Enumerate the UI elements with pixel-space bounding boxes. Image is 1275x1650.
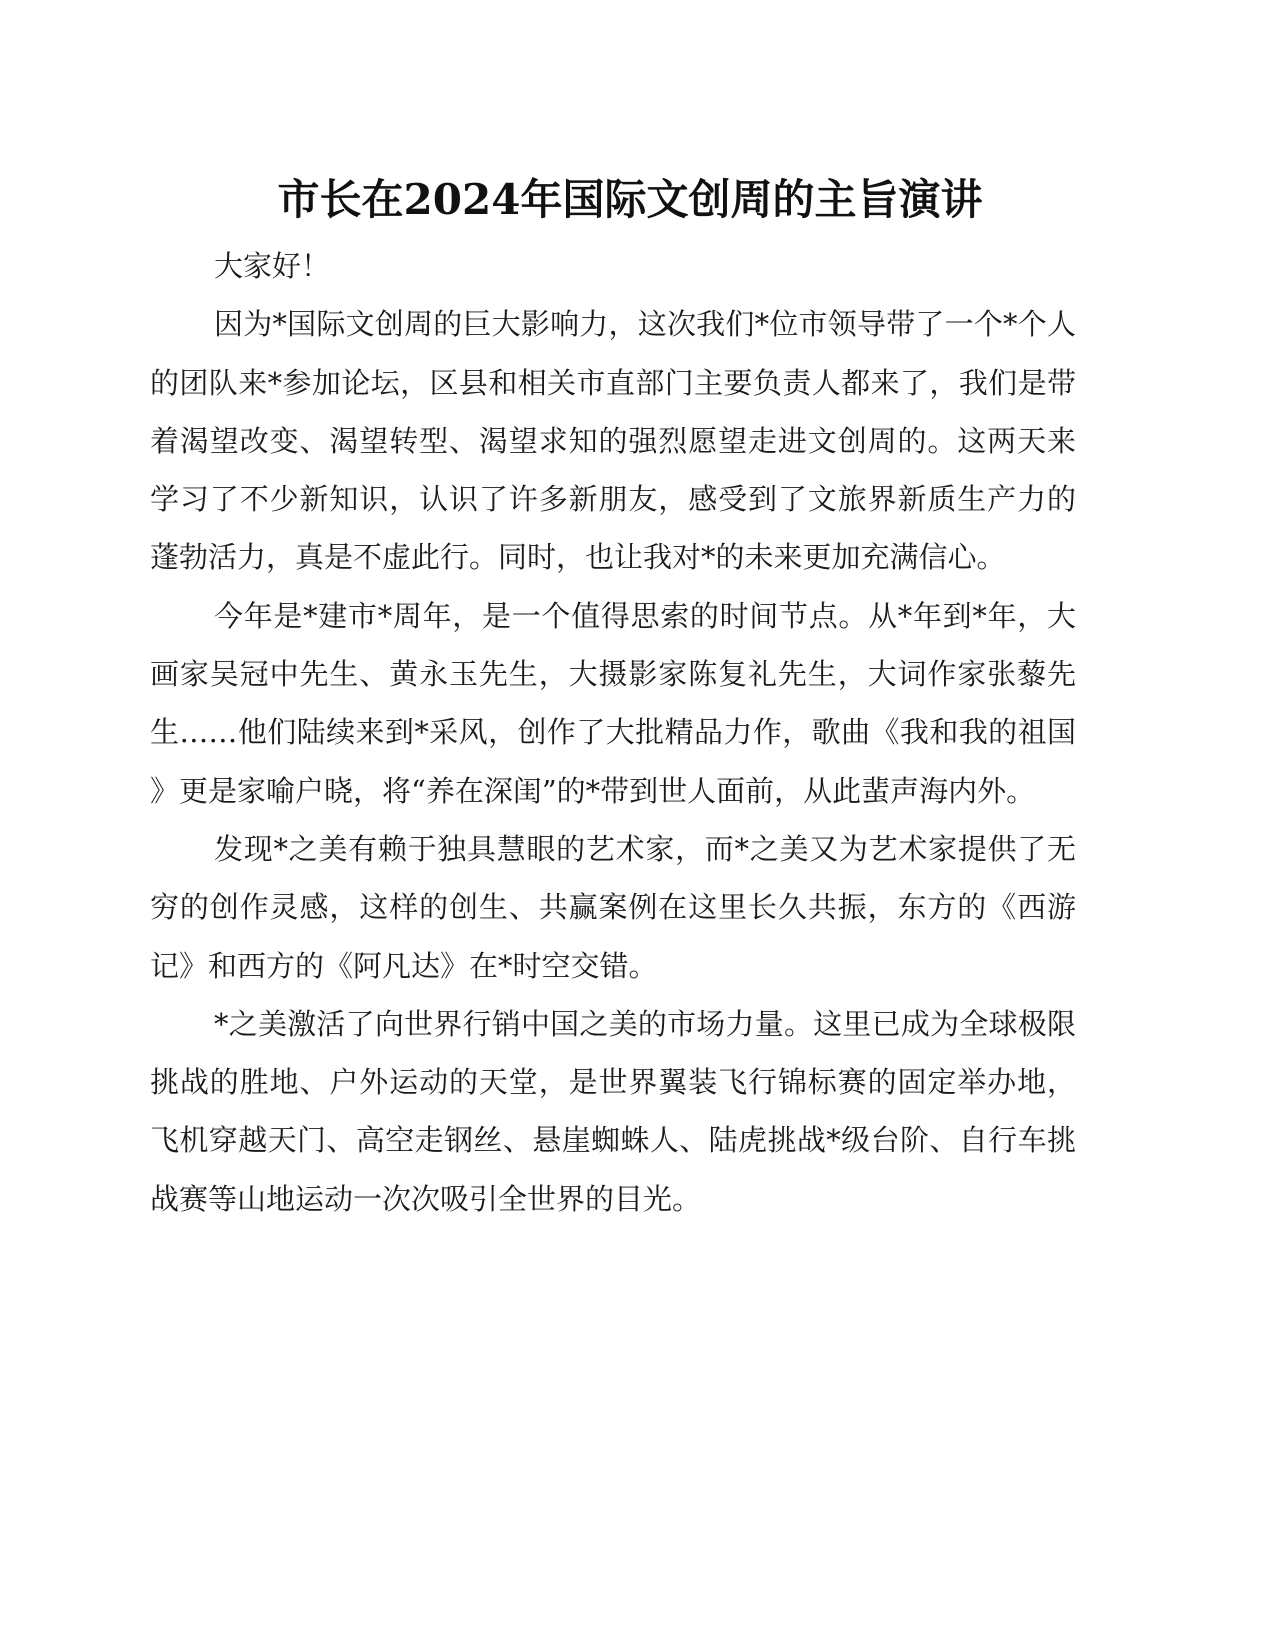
document-title: 市长在2024年国际文创周的主旨演讲: [277, 175, 983, 224]
paragraph-1: 因为*国际文创周的巨大影响力，这次我们*位市领导带了一个*个人的团队来*参加论坛，区县和相关市直部门主要负责人都来了，我们是带着渴望改变、渴望转型、渴望求知的强烈愿望走进文创周的。这两天来学习了不少新知识，认识了许多新朋友，感受到了文旅界新质生产力的蓬勃活力，真是不虚此行。同时，也让我对*的未来更加充满信心。: [150, 307, 1076, 575]
paragraph-3: 发现*之美有赖于独具慧眼的艺术家，而*之美又为艺术家提供了无穷的创作灵感，这样的创生、共赢案例在这里长久共振，东方的《西游记》和西方的《阿凡达》在*时空交错。: [150, 831, 1076, 983]
paragraph-4: *之美激活了向世界行销中国之美的市场力量。这里已成为全球极限挑战的胜地、户外运动的天堂，是世界翼装飞行锦标赛的固定举办地，飞机穿越天门、高空走钢丝、悬崖蜘蛛人、陆虎挑战*级台阶、自行车挑战赛等山地运动一次次吸引全世界的目光。: [150, 1006, 1076, 1216]
paragraph-greeting: 大家好！: [214, 249, 331, 283]
paragraph-2: 今年是*建市*周年，是一个值得思索的时间节点。从*年到*年，大画家吴冠中先生、黄永玉先生，大摄影家陈复礼先生，大词作家张藜先生……他们陆续来到*采风，创作了大批精品力作，歌曲《我和我的祖国》更是家喻户晓，将“养在深闺”的*带到世人面前，从此蜚声海内外。: [150, 598, 1076, 808]
document-body: [150, 237, 1076, 1228]
